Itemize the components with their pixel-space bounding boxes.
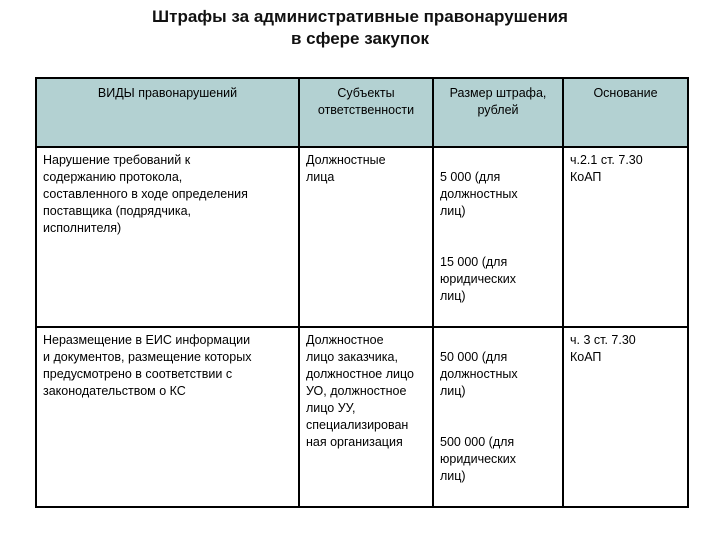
header-subjects: Субъекты ответственности	[299, 78, 433, 147]
header-violation-types: ВИДЫ правонарушений	[36, 78, 299, 147]
fine-officials: 5 000 (для должностных лиц)	[440, 170, 518, 218]
fine-legal-entities: 500 000 (для юридических лиц)	[440, 435, 517, 483]
fines-table	[35, 77, 689, 508]
page-title	[0, 6, 720, 50]
cell-violation: Неразмещение в ЕИС информации и документов, размещение которых предусмотрено в соответствии с законодательством о КС	[36, 327, 299, 507]
table-header-row	[36, 78, 688, 147]
cell-subjects: Должностные лица	[299, 147, 433, 327]
cell-basis: ч. 3 ст. 7.30 КоАП	[563, 327, 688, 507]
fine-legal-entities: 15 000 (для юридических лиц)	[440, 255, 517, 303]
cell-basis: ч.2.1 ст. 7.30 КоАП	[563, 147, 688, 327]
table-row	[36, 147, 688, 327]
cell-fine	[433, 147, 563, 327]
table-row	[36, 327, 688, 507]
title-line-1: Штрафы за административные правонарушения	[152, 7, 568, 26]
cell-subjects: Должностное лицо заказчика, должностное лицо УО, должностное лицо УУ, специализирован ная организация	[299, 327, 433, 507]
cell-violation: Нарушение требований к содержанию протокола, составленного в ходе определения поставщика (подрядчика, исполнителя)	[36, 147, 299, 327]
fine-officials: 50 000 (для должностных лиц)	[440, 350, 518, 398]
cell-fine	[433, 327, 563, 507]
header-fine-amount: Размер штрафа, рублей	[433, 78, 563, 147]
header-basis: Основание	[563, 78, 688, 147]
title-line-2: в сфере закупок	[290, 29, 430, 48]
